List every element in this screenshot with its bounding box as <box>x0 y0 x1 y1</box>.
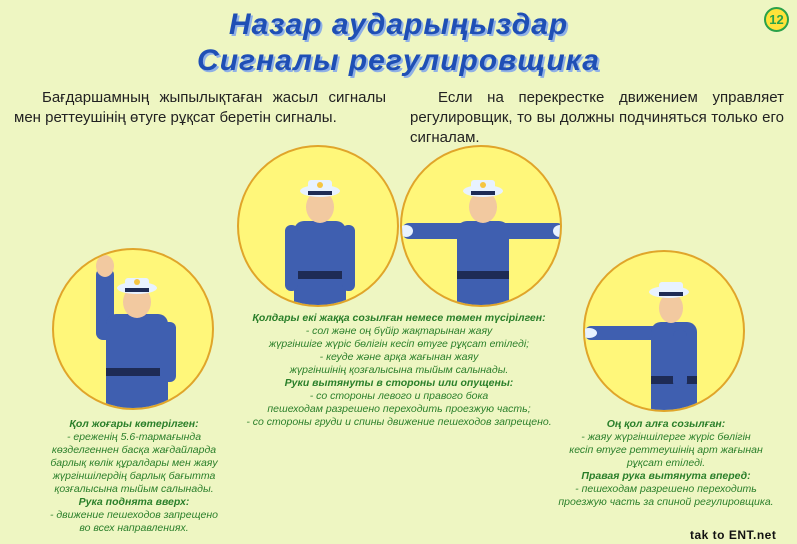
page-number-badge: 12 <box>764 7 789 32</box>
caption-line: - ереженің 5.6-тармағында <box>66 431 202 443</box>
officer-arm-forward-figure <box>585 252 745 412</box>
caption-line: жүргіншінің қозғалысына тыйым салынады. <box>289 364 509 376</box>
intro-text-kz: Бағдаршамның жыпылықтаған жасыл сигналы мен реттеушінің өтуге рұқсат беретін сигналы. <box>14 89 386 126</box>
officer-arm-raised-figure <box>54 250 214 410</box>
caption-arm-forward <box>548 418 784 509</box>
caption-heading-kz: Қол жоғары көтерілген: <box>69 418 199 430</box>
caption-arms-sides <box>226 312 572 429</box>
caption-line: - со стороны груди и спины движение пешеходов запрещено. <box>246 416 552 428</box>
illustration-arm-raised <box>52 248 214 410</box>
illustration-arm-forward <box>583 250 745 412</box>
caption-line: жүргіншіге жүріс бөлігін кесіп өтуге рұқсат етіледі; <box>268 338 530 350</box>
caption-line: жүргіншілердің барлық бағытта <box>52 470 216 482</box>
caption-line: - движение пешеходов запрещено <box>49 509 219 521</box>
caption-heading-ru: Правая рука вытянута вперед: <box>581 470 751 482</box>
caption-line: - со стороны левого и правого бока <box>309 390 489 402</box>
caption-line: - кеуде және арқа жағынан жаяу <box>319 351 479 363</box>
illustration-arms-sides <box>400 145 562 307</box>
caption-line: проезжую часть за спиной регулировщика. <box>558 496 774 508</box>
illustration-arms-down <box>237 145 399 307</box>
caption-line: кесіп өтуге реттеушінің арт жағынан <box>569 444 763 456</box>
caption-heading-ru: Руки вытянуты в стороны или опущены: <box>284 377 514 389</box>
caption-line: - пешеходам разрешено переходить <box>575 483 757 495</box>
officer-arms-down-figure <box>239 147 399 307</box>
caption-line: рұқсат етіледі. <box>626 457 706 469</box>
caption-line: қозғалысына тыйым салынады. <box>54 483 214 495</box>
page-title-kz: Назар аударыңыздар <box>228 8 569 41</box>
caption-line: көзделгеннен басқа жағдайларда <box>51 444 217 456</box>
caption-arm-raised <box>18 418 250 535</box>
page-title-ru: Сигналы регулировщика <box>197 44 600 77</box>
caption-line: - сол және оң бүйір жақтарынан жаяу <box>305 325 493 337</box>
caption-line: во всех направлениях. <box>79 522 189 534</box>
caption-line: пешеходам разрешено переходить проезжую часть; <box>267 403 531 415</box>
caption-line: барлық көлік құралдары мен жаяу <box>50 457 218 469</box>
watermark: tak to ENT.net <box>690 528 777 542</box>
intro-text-ru: Если на перекрестке движением управляет регулировщик, то вы должны подчиняться только его сигналам. <box>410 89 784 146</box>
caption-heading-kz: Оң қол алға созылған: <box>606 418 726 430</box>
caption-line: - жаяу жүргіншілерге жүріс бөлігін <box>581 431 751 443</box>
caption-heading-ru: Рука поднята вверх: <box>78 496 190 508</box>
caption-heading-kz: Қолдары екі жаққа созылған немесе төмен түсірілген: <box>252 312 546 324</box>
officer-arms-sides-figure <box>402 147 562 307</box>
